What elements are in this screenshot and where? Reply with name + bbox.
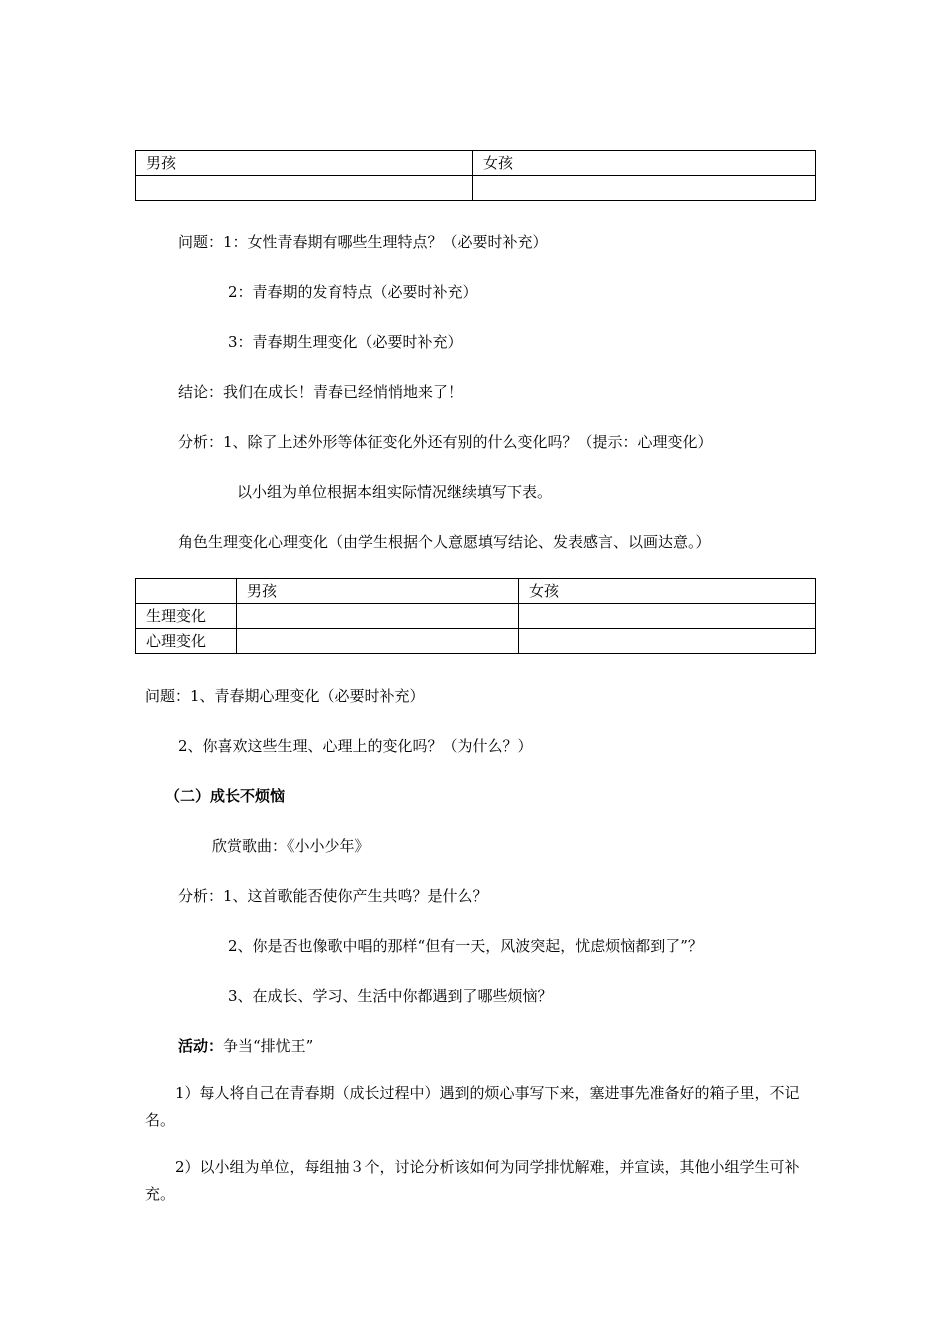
table-cell — [473, 176, 816, 201]
question-3: 3：青春期生理变化（必要时补充） — [228, 333, 463, 351]
row-label-mental: 心理变化 — [136, 629, 237, 654]
analysis2-1: 分析：1、这首歌能否使你产生共鸣？是什么？ — [178, 887, 488, 905]
conclusion-text: 结论：我们在成长！青春已经悄悄地来了！ — [178, 383, 464, 401]
song-line: 欣赏歌曲：《小小少年》 — [212, 837, 370, 855]
table-row — [136, 629, 816, 654]
role-line: 角色生理变化心理变化（由学生根据个人意愿填写结论、发表感言、以画达意。） — [178, 533, 711, 551]
table-row — [136, 151, 816, 176]
table-cell — [519, 604, 816, 629]
table-header-empty — [136, 579, 237, 604]
analysis-1: 分析：1、除了上述外形等体征变化外还有别的什么变化吗？（提示：心理变化） — [178, 433, 713, 451]
boy-girl-table — [135, 150, 816, 201]
table-header-girl: 女孩 — [519, 579, 816, 604]
row-label-physical: 生理变化 — [136, 604, 237, 629]
table-cell — [237, 629, 519, 654]
analysis2-2: 2、你是否也像歌中唱的那样“但有一天，风波突起，忧虑烦恼都到了”？ — [228, 937, 703, 955]
step-1: 1）每人将自己在青春期（成长过程中）遇到的烦心事写下来，塞进事先准备好的箱子里，不记名。 — [145, 1084, 800, 1129]
question-2: 2：青春期的发育特点（必要时补充） — [228, 283, 478, 301]
table-row — [136, 579, 816, 604]
table-row — [136, 176, 816, 201]
table-cell — [237, 604, 519, 629]
activity-title: 争当“排忧王” — [223, 1037, 314, 1055]
table-header-boy: 男孩 — [237, 579, 519, 604]
change-table — [135, 578, 816, 654]
section-title: （二）成长不烦恼 — [165, 787, 286, 805]
question-1: 问题：1：女性青春期有哪些生理特点？（必要时补充） — [178, 233, 548, 251]
question2-2: 2、你喜欢这些生理、心理上的变化吗？（为什么？） — [178, 737, 533, 755]
table-header-girl: 女孩 — [473, 151, 816, 176]
table-cell — [136, 176, 473, 201]
activity-label: 活动： — [178, 1037, 224, 1055]
table-cell — [519, 629, 816, 654]
analysis2-3: 3、在成长、学习、生活中你都遇到了哪些烦恼？ — [228, 987, 553, 1005]
table-header-boy: 男孩 — [136, 151, 473, 176]
table-row — [136, 604, 816, 629]
question2-1: 问题：1、青春期心理变化（必要时补充） — [145, 687, 425, 705]
group-instruction: 以小组为单位根据本组实际情况继续填写下表。 — [237, 483, 553, 501]
activity-line — [178, 1036, 313, 1056]
step-2: 2）以小组为单位，每组抽３个，讨论分析该如何为同学排忧解难，并宣读，其他小组学生可补充。 — [145, 1158, 800, 1203]
